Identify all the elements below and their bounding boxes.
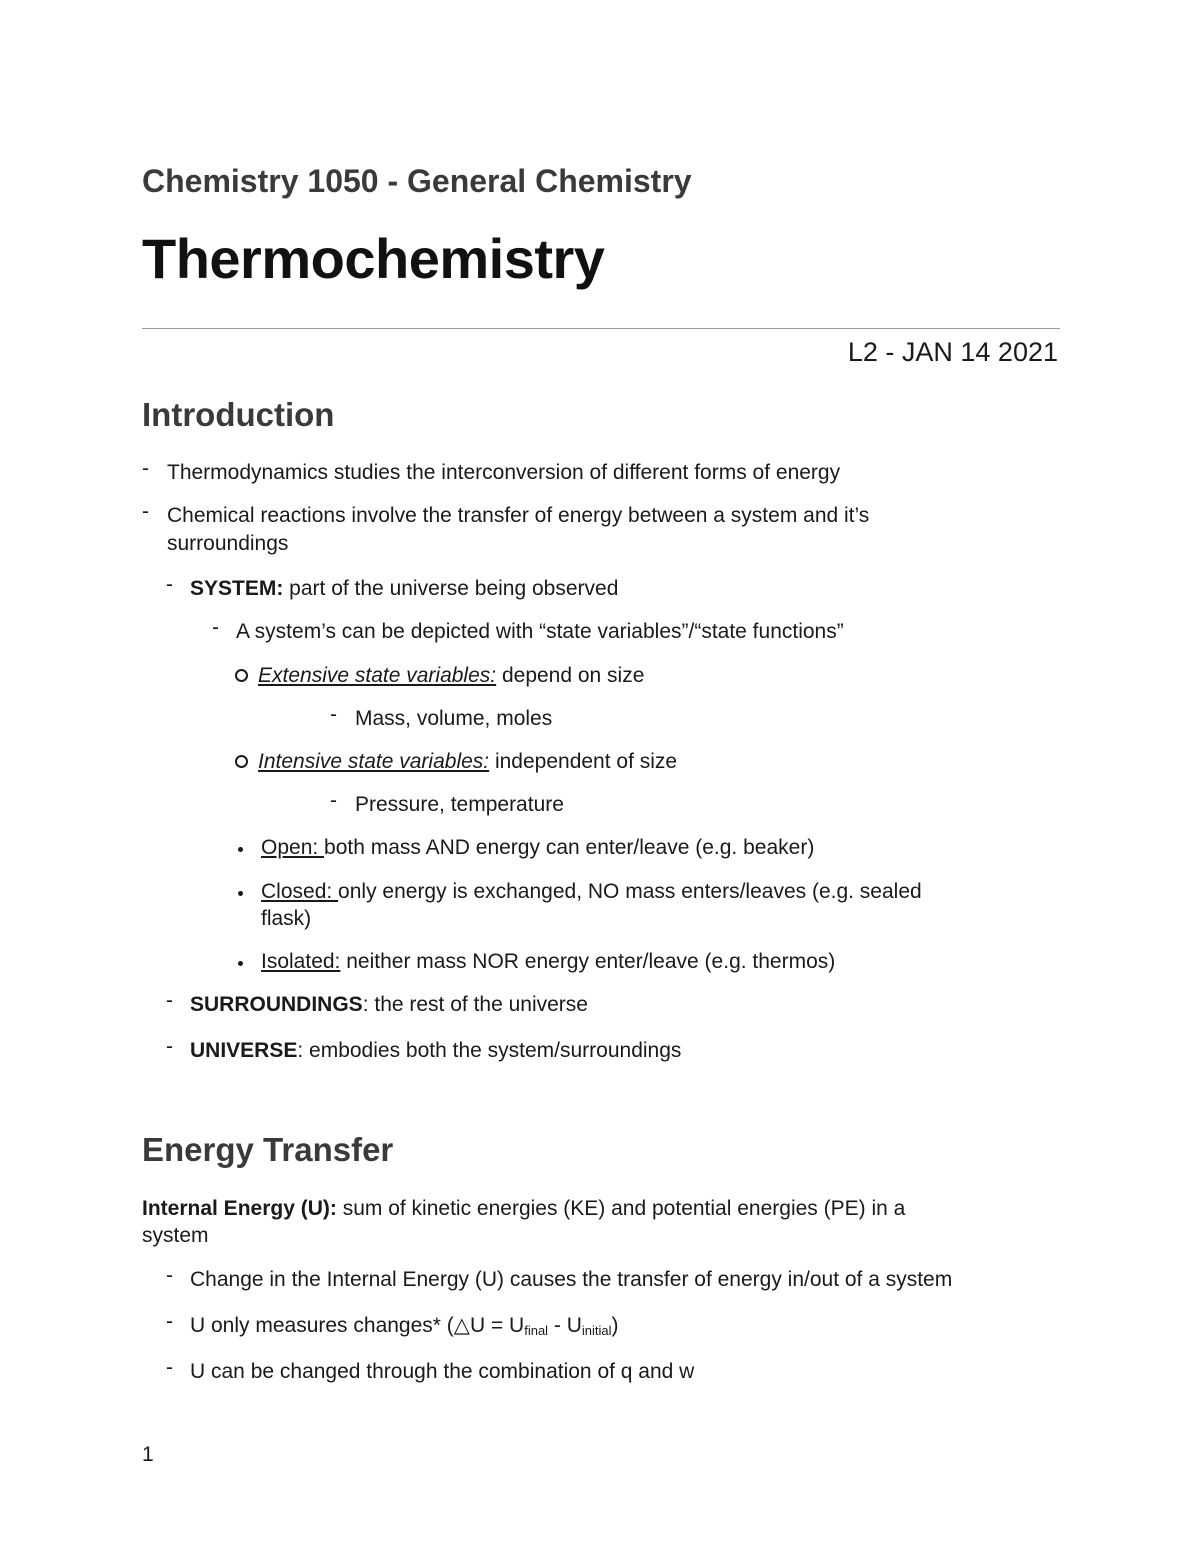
- dash-bullet: -: [142, 457, 149, 480]
- list-item-continuation: flask): [261, 907, 312, 930]
- subscript-initial: initial: [581, 1323, 612, 1338]
- dash-bullet: -: [166, 1356, 173, 1379]
- list-item: [261, 948, 835, 975]
- circle-bullet-icon: [235, 669, 248, 682]
- list-item: [190, 991, 588, 1018]
- list-item: [261, 878, 922, 905]
- term-system: SYSTEM:: [190, 577, 284, 600]
- list-item: Pressure, temperature: [355, 793, 564, 816]
- list-item: Thermodynamics studies the interconversion of different forms of energy: [167, 461, 841, 484]
- definition-text: part of the universe being observed: [283, 577, 619, 600]
- definition-text: neither mass NOR energy enter/leave (e.g. thermos): [340, 950, 836, 973]
- term-extensive: Extensive state variables:: [258, 664, 497, 687]
- definition-text: only energy is exchanged, NO mass enters/leaves (e.g. sealed: [338, 880, 922, 903]
- definition-line: [142, 1195, 905, 1222]
- list-item: [258, 662, 644, 689]
- definition-text: both mass AND energy can enter/leave (e.g. beaker): [324, 836, 815, 859]
- list-item: U can be changed through the combination of q and w: [190, 1360, 695, 1383]
- definition-continuation: system: [142, 1224, 209, 1247]
- page-title: Thermochemistry: [142, 227, 605, 290]
- term-universe: UNIVERSE: [190, 1039, 298, 1062]
- dash-bullet: -: [330, 703, 337, 726]
- dot-bullet-icon: [238, 961, 243, 966]
- dot-bullet-icon: [238, 891, 243, 896]
- dash-bullet: -: [166, 1035, 173, 1058]
- formula-text: - U: [548, 1314, 582, 1337]
- formula-text: U only measures changes* (△U = U: [190, 1314, 525, 1337]
- dash-bullet: -: [166, 1264, 173, 1287]
- list-item: Mass, volume, moles: [355, 707, 553, 730]
- term-surroundings: SURROUNDINGS: [190, 993, 363, 1016]
- list-item: A system’s can be depicted with “state variables”/“state functions”: [236, 620, 844, 643]
- dash-bullet: -: [166, 989, 173, 1012]
- list-item: [190, 575, 618, 602]
- formula-text: ): [611, 1314, 619, 1337]
- dash-bullet: -: [142, 500, 149, 523]
- term-open: Open:: [261, 836, 325, 859]
- term-internal-energy: Internal Energy (U):: [142, 1197, 337, 1220]
- list-item: [190, 1312, 619, 1344]
- list-item-continuation: surroundings: [167, 532, 289, 555]
- dash-bullet: -: [166, 1310, 173, 1333]
- section-heading-energy-transfer: Energy Transfer: [142, 1131, 394, 1168]
- dash-bullet: -: [330, 789, 337, 812]
- list-item: [190, 1037, 681, 1064]
- list-item: Change in the Internal Energy (U) causes the transfer of energy in/out of a system: [190, 1268, 953, 1291]
- definition-text: sum of kinetic energies (KE) and potential energies (PE) in a: [336, 1197, 906, 1220]
- circle-bullet-icon: [235, 755, 248, 768]
- course-title: Chemistry 1050 - General Chemistry: [142, 163, 692, 199]
- dot-bullet-icon: [238, 847, 243, 852]
- section-heading-introduction: Introduction: [142, 396, 335, 433]
- definition-text: : embodies both the system/surroundings: [297, 1039, 682, 1062]
- lecture-date: L2 - JAN 14 2021: [847, 337, 1058, 367]
- definition-text: depend on size: [496, 664, 645, 687]
- definition-text: independent of size: [489, 750, 678, 773]
- subscript-final: final: [524, 1323, 549, 1338]
- term-closed: Closed:: [261, 880, 339, 903]
- list-item: Chemical reactions involve the transfer of energy between a system and it’s: [167, 504, 870, 527]
- list-item: [258, 748, 677, 775]
- page-number: 1: [142, 1443, 154, 1466]
- title-divider: [142, 328, 1060, 329]
- term-intensive: Intensive state variables:: [258, 750, 490, 773]
- list-item: [261, 834, 814, 861]
- term-isolated: Isolated:: [261, 950, 341, 973]
- definition-text: : the rest of the universe: [362, 993, 588, 1016]
- dash-bullet: -: [166, 573, 173, 596]
- dash-bullet: -: [212, 616, 219, 639]
